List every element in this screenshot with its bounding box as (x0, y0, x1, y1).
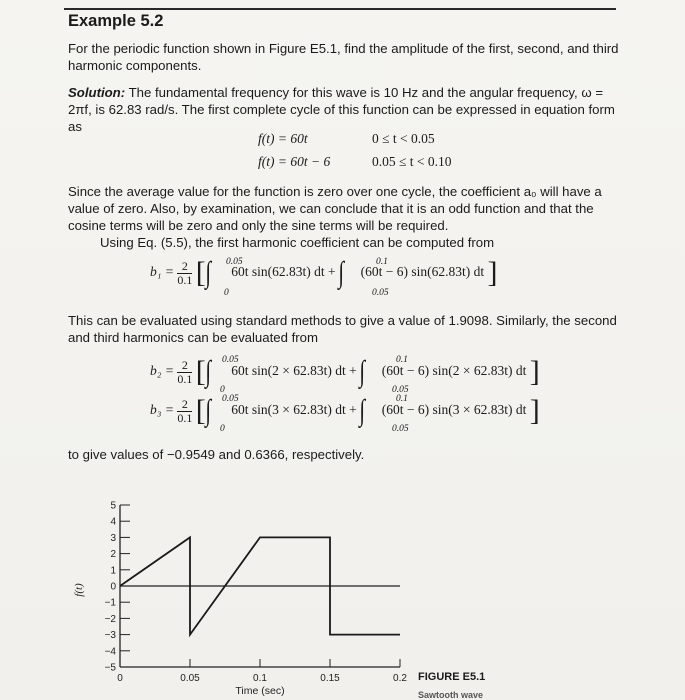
problem-statement: For the periodic function shown in Figure E5.1, find the amplitude of the first, second, and third harmonic components. (68, 41, 619, 73)
integral-sign: ∫ (338, 256, 345, 289)
y-tick-label: 0 (110, 581, 116, 593)
b1-term1: 60t sin(62.83t) dt + (231, 264, 336, 280)
b1-fraction: $\frac{2}{0.1}$ (177, 258, 193, 287)
x-axis-label: Time (sec) (235, 685, 285, 697)
b3-equation: b₃ = $\frac{2}{0.1}$ [∫ 0.05 0 60t sin(3 × 62.83t) dt + ∫ 0.1 0.05 (60t − 6) sin(3 × 62.83t) dt ] (150, 394, 540, 434)
y-axis-label: f(t) (73, 583, 85, 597)
y-tick-label: 5 (110, 500, 116, 512)
example-title: Example 5.2 (68, 12, 164, 30)
y-tick-label: −1 (104, 597, 116, 609)
y-tick-label: −2 (104, 613, 116, 625)
b3-term1: 60t sin(3 × 62.83t) dt + (231, 402, 357, 418)
b1-int1-lower: 0 (224, 288, 229, 298)
sawtooth-chart (70, 490, 415, 700)
b2-equation: b₂ = $\frac{2}{0.1}$ [∫ 0.05 0 60t sin(2 × 62.83t) dt + ∫ 0.1 0.05 (60t − 6) sin(2 × 62.83t) dt ] (150, 355, 540, 395)
to-give-paragraph: to give values of −0.9549 and 0.6366, respectively. (68, 447, 365, 462)
piecewise-range-1: 0 ≤ t < 0.05 (372, 131, 435, 146)
x-tick-label: 0.05 (180, 673, 200, 684)
integral-sign: ∫ (204, 256, 211, 289)
average-value-paragraph: Since the average value for the function is zero over one cycle, the coefficient a₀ will have a value of zero. Also, by examination, we can conclude that it is an odd function and that the cosine terms will be zero and only the sine terms will be required. (68, 184, 602, 233)
solution-text: The fundamental frequency for this wave is 10 Hz and the angular frequency, ω = 2πf, is 62.83 rad/s. The first complete cycle of this function can be expressed in equation form as (68, 85, 615, 134)
integral-sign: ∫ (204, 394, 211, 427)
x-tick-label: 0.2 (393, 673, 407, 684)
b1-term2: (60t − 6) sin(62.83t) dt (360, 264, 485, 280)
solution-label: Solution: (68, 85, 126, 100)
b1-int2-lower: 0.05 (372, 288, 389, 298)
b3-term2: (60t − 6) sin(3 × 62.83t) dt (381, 402, 527, 418)
y-tick-label: 3 (110, 532, 116, 544)
evaluated-paragraph: This can be evaluated using standard methods to give a value of 1.9098. Similarly, the second and third harmonics can be evaluated from (68, 313, 617, 345)
b1-equation: b₁ = $\frac{2}{0.1}$ [∫ 0.05 0 60t sin(62.83t) dt + ∫ 0.1 0.05 (60t − 6) sin(62.83t) dt ] (150, 256, 498, 298)
y-tick-label: −5 (104, 662, 116, 674)
y-tick-label: −3 (104, 630, 116, 642)
piecewise-range-2: 0.05 ≤ t < 0.10 (372, 154, 452, 169)
figure-label: FIGURE E5.1 (418, 671, 486, 683)
x-tick-label: 0.1 (253, 673, 267, 684)
x-tick-label: 0.15 (320, 673, 340, 684)
top-rule (64, 8, 616, 10)
y-tick-label: 2 (110, 549, 116, 561)
piecewise-eq-2: f(t) = 60t − 6 (258, 154, 331, 169)
solution-paragraph (68, 84, 620, 135)
using-eq-paragraph: Using Eq. (5.5), the first harmonic coefficient can be computed from (100, 235, 495, 250)
y-tick-label: 4 (110, 516, 116, 528)
b2-term2: (60t − 6) sin(2 × 62.83t) dt (381, 363, 527, 379)
y-tick-label: 1 (110, 565, 116, 577)
figure-caption: Sawtooth wave (418, 690, 484, 700)
integral-sign: ∫ (359, 394, 366, 427)
x-tick-label: 0 (117, 673, 123, 684)
piecewise-eq-1: f(t) = 60t (258, 131, 308, 146)
integral-sign: ∫ (204, 355, 211, 388)
b1-int2-upper: 0.1 (376, 257, 388, 267)
b1-int1-upper: 0.05 (226, 257, 243, 267)
y-tick-label: −4 (104, 646, 116, 658)
b2-term1: 60t sin(2 × 62.83t) dt + (231, 363, 357, 379)
integral-sign: ∫ (359, 355, 366, 388)
